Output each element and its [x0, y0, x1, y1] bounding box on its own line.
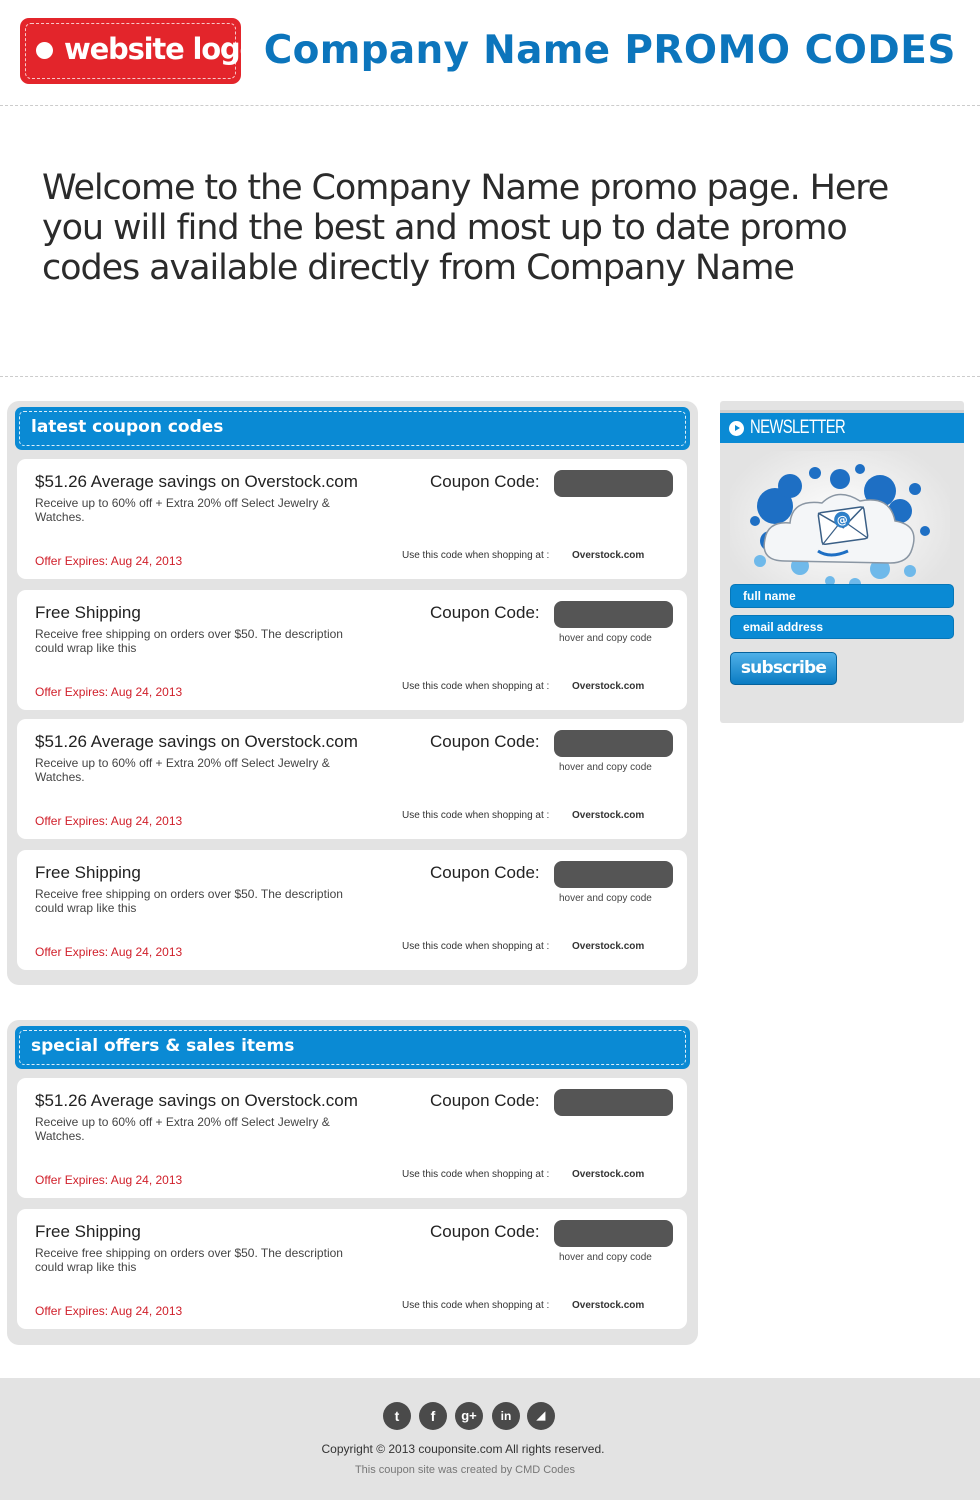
twitter-icon[interactable]: t [383, 1402, 411, 1430]
coupon-title: $51.26 Average savings on Overstock.com [35, 472, 358, 491]
newsletter-title: NEWSLETTER [750, 417, 846, 438]
coupon-code-label: Coupon Code: [430, 472, 540, 491]
coupon-card [17, 719, 687, 839]
use-code-note [402, 550, 645, 561]
coupon-card [17, 850, 687, 970]
coupon-code-label: Coupon Code: [430, 1091, 540, 1110]
coupon-title: Free Shipping [35, 863, 141, 882]
coupon-card [17, 459, 687, 579]
linkedin-icon[interactable]: in [492, 1402, 520, 1430]
coupon-title: Free Shipping [35, 603, 141, 622]
offer-description: Receive free shipping on orders over $50. The description could wrap like this [35, 1246, 343, 1274]
latest-coupons-title: latest coupon codes [31, 417, 224, 437]
offer-card [17, 1209, 687, 1329]
logo-text: website logo [64, 32, 259, 66]
coupon-hint: hover and copy code [559, 633, 652, 644]
coupon-hint: hover and copy code [559, 1252, 652, 1263]
use-code-note [402, 810, 645, 821]
offer-title: Free Shipping [35, 1222, 141, 1241]
coupon-description: Receive free shipping on orders over $50. The description could wrap like this [35, 627, 343, 655]
offer-card [17, 1078, 687, 1198]
welcome-divider [0, 376, 980, 377]
svg-text:@: @ [835, 512, 849, 528]
store-link[interactable]: Overstock.com [572, 1169, 645, 1180]
store-link[interactable]: Overstock.com [572, 1300, 645, 1311]
offer-description: Receive up to 60% off + Extra 20% off Select Jewelry & Watches. [35, 1115, 330, 1143]
logo-dot-icon [36, 42, 53, 59]
latest-coupons-header [15, 407, 690, 450]
coupon-expiry: Offer Expires: Aug 24, 2013 [35, 814, 183, 828]
rss-icon[interactable]: ◢ [527, 1402, 555, 1430]
coupon-description: Receive up to 60% off + Extra 20% off Select Jewelry & Watches. [35, 496, 330, 524]
coupon-code-box[interactable] [554, 601, 673, 628]
footer [0, 1378, 980, 1500]
special-offers-panel [7, 1020, 698, 1345]
use-code-label: Use this code when shopping at : [402, 681, 550, 692]
use-code-label: Use this code when shopping at : [402, 550, 550, 561]
coupon-expiry: Offer Expires: Aug 24, 2013 [35, 554, 183, 568]
credit-text: This coupon site was created by CMD Codes [354, 1464, 576, 1476]
coupon-hint: hover and copy code [559, 893, 652, 904]
latest-coupons-panel [7, 401, 698, 985]
use-code-label: Use this code when shopping at : [402, 810, 550, 821]
offer-expiry: Offer Expires: Aug 24, 2013 [35, 1304, 183, 1318]
store-link[interactable]: Overstock.com [572, 810, 645, 821]
welcome-text: Welcome to the Company Name promo page. Here you will find the best and most up to date promo codes available directly from Company Name [42, 168, 889, 288]
coupon-code-label: Coupon Code: [430, 1222, 540, 1241]
use-code-label: Use this code when shopping at : [402, 1300, 550, 1311]
use-code-note [402, 941, 645, 952]
coupon-code-box[interactable] [554, 861, 673, 888]
coupon-expiry: Offer Expires: Aug 24, 2013 [35, 685, 183, 699]
copyright-text: Copyright © 2013 couponsite.com All rights reserved. [321, 1442, 605, 1456]
coupon-code-box[interactable] [554, 730, 673, 757]
google-plus-icon[interactable]: g+ [455, 1402, 483, 1430]
facebook-icon[interactable]: f [419, 1402, 447, 1430]
coupon-title: $51.26 Average savings on Overstock.com [35, 732, 358, 751]
use-code-note [402, 681, 645, 692]
coupon-card [17, 590, 687, 710]
page-title-promo: PROMO CODES [624, 28, 956, 73]
store-link[interactable]: Overstock.com [572, 681, 645, 692]
coupon-hint: hover and copy code [559, 762, 652, 773]
coupon-code-box[interactable] [554, 470, 673, 497]
play-circle-icon [729, 421, 744, 436]
store-link[interactable]: Overstock.com [572, 550, 645, 561]
use-code-note [402, 1169, 645, 1180]
page-title-company: Company Name [263, 28, 611, 73]
store-link[interactable]: Overstock.com [572, 941, 645, 952]
subscribe-button[interactable]: subscribe [730, 652, 837, 685]
header [0, 0, 980, 106]
use-code-label: Use this code when shopping at : [402, 1169, 550, 1180]
newsletter-header [720, 410, 964, 443]
email-input[interactable]: email address [730, 615, 954, 639]
coupon-code-label: Coupon Code: [430, 863, 540, 882]
website-logo[interactable] [20, 18, 259, 84]
page-title [264, 28, 956, 73]
coupon-code-box[interactable] [554, 1089, 673, 1116]
coupon-code-label: Coupon Code: [430, 603, 540, 622]
use-code-note [402, 1300, 645, 1311]
coupon-code-label: Coupon Code: [430, 732, 540, 751]
special-offers-header [15, 1026, 690, 1069]
coupon-description: Receive up to 60% off + Extra 20% off Select Jewelry & Watches. [35, 756, 330, 784]
use-code-label: Use this code when shopping at : [402, 941, 550, 952]
coupon-code-box[interactable] [554, 1220, 673, 1247]
coupon-description: Receive free shipping on orders over $50. The description could wrap like this [35, 887, 343, 915]
special-offers-title: special offers & sales items [31, 1036, 295, 1056]
offer-title: $51.26 Average savings on Overstock.com [35, 1091, 358, 1110]
full-name-input[interactable]: full name [730, 584, 954, 608]
newsletter-widget [720, 401, 964, 723]
offer-expiry: Offer Expires: Aug 24, 2013 [35, 1173, 183, 1187]
coupon-expiry: Offer Expires: Aug 24, 2013 [35, 945, 183, 959]
